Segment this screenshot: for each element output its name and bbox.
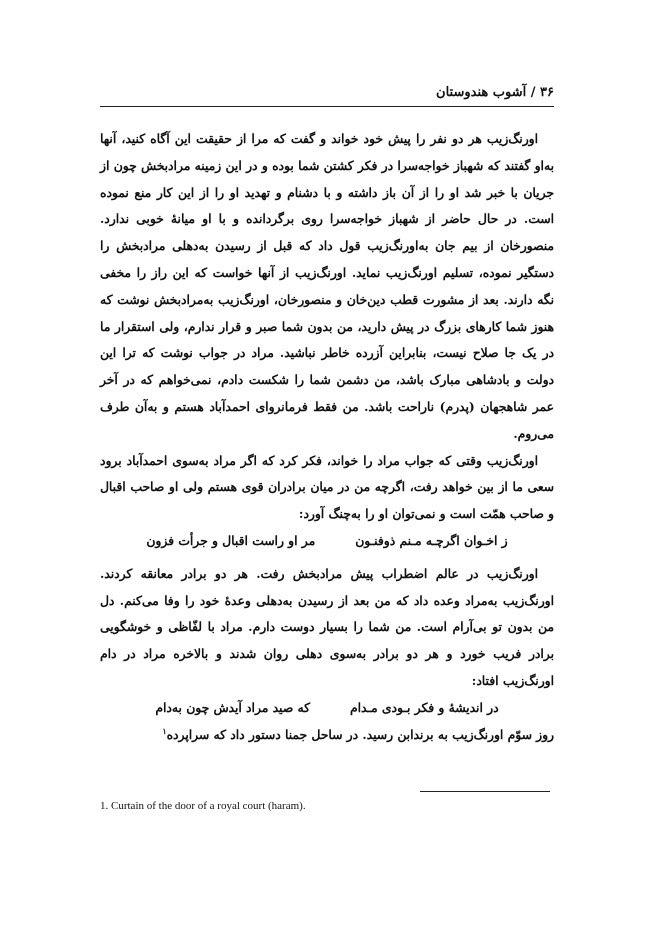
paragraph-4-text: روز سوّم اورنگ‌زیب به برندابن رسید. در ساحل جمنا دستور داد که سراپرده [166,726,554,742]
verse-2-first-hemistich: در اندیشهٔ و فکر بـودی مـدام [349,699,499,715]
footnote-reference: ۱ [162,725,167,736]
page-body [100,126,554,748]
paragraph-4 [100,722,554,749]
paragraph-3: اورنگ‌زیب در عالم اضطراب پیش مرادبخش رفت. هر دو برادر معانقه کردند. اورنگ‌زیب به‌مراد وعده داد که من بعد از رسیدن به‌دهلی وعدهٔ خود را وفا می‌کنم. دل من بدون تو بی‌آرام است. من شما را بسیار دوست دارم. مراد با لفّاظی و خوشگویی برادر فریب خورد و هر دو برادر به‌سوی دهلی روان شدند و بالاخره مراد در دام اورنگ‌زیب افتاد: [100,565,554,688]
verse-couplet-1 [100,528,554,555]
paragraph-1: اورنگ‌زیب هر دو نفر را پیش خود خواند و گفت که مرا از حقیقت این آگاه کنید، آنها به‌او گفتند که شهباز خواجه‌سرا در فکر کشتن شما بوده و در این زمینه مرادبخش چون از جریان با خبر شد او را از آن باز داشته و با دشنام و تهدید او را از این کار منع نموده است. در حال حاضر از شهباز خواجه‌سرا روی برگردانده و با او میانهٔ خوبی ندارد. منصورخان از بیم جان به‌اورنگ‌زیب قول داد که قبل از رسیدن به‌دهلی مرادبخش را دستگیر نموده، تسلیم اورنگ‌زیب نماید. اورنگ‌زیب از آنها خواست که این راز را مخفی نگه دارند. بعد از مشورت قطب دین‌خان و منصورخان، اورنگ‌زیب به‌مرادبخش نوشت که هنوز شما کارهای بزرگ در پیش دارید، من بدون شما صبر و قرار ندارم، ولی استقرار ما در یک جا صلاح نیست، بنابراین آزرده خاطر نباشید. مراد در جواب نوشت که ترا این دولت و بادشاهی مبارک باشد، من دشمن شما را شکست دادم، نمی‌خواهم که در آخر عمر شاهجهان (پدرم) ناراحت باشد. من فقط فرمانروای احمدآباد هستم و به‌آن طرف می‌روم. [100,131,554,441]
footnote-divider [420,791,550,792]
verse-1-first-hemistich: ز اخـوان اگرچـه مـنم ذوفنـون [355,532,508,548]
verse-1-second-hemistich: مر او راست اقبال و جرأت فزون [146,532,316,548]
running-header: ۳۶ / آشوب هندوستان [436,85,554,100]
verse-2-second-hemistich: که صید مراد آیدش چون به‌دام [155,699,310,715]
header-divider [100,106,554,107]
footnote: 1. Curtain of the door of a royal court (haram). [100,800,306,812]
paragraph-2: اورنگ‌زیب وقتی که جواب مراد را خواند، فکر کرد که اگر مراد به‌سوی احمدآباد برود سعی ما از بین خواهد رفت، اگرچه من در میان برادران قوی هستم ولی او صاحب اقبال و صاحب همّت است و نمی‌توان او را به‌چنگ آورد: [100,452,554,522]
verse-couplet-2 [100,695,554,722]
